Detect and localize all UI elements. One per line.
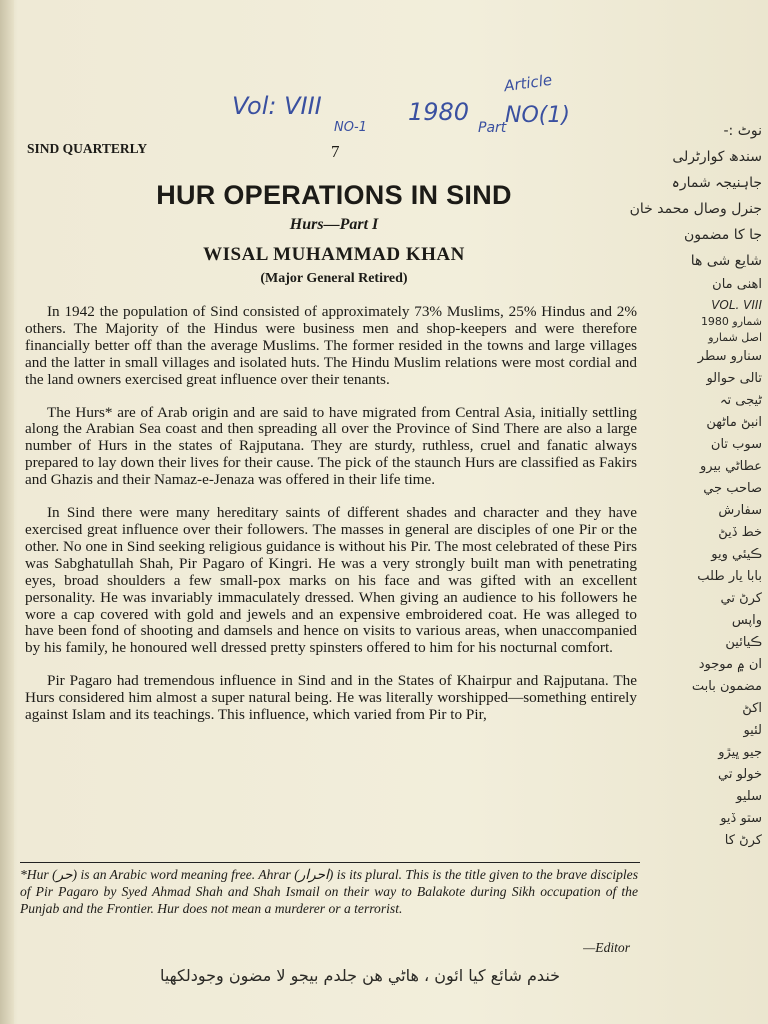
- margin-note-line: سوب تان: [710, 437, 762, 452]
- margin-note-line: بابا یار طلب: [697, 569, 762, 584]
- margin-note-line: خولو تي: [717, 767, 762, 782]
- margin-note-line: VOL. VIII: [711, 298, 762, 312]
- margin-note-line: ڪيئي ويو: [711, 547, 762, 562]
- handwritten-no-small: NO-1: [334, 120, 367, 135]
- handwritten-part: Part: [478, 120, 507, 136]
- margin-note-line: جيو ڀيڙو: [718, 745, 762, 760]
- margin-note-line: سليو: [736, 789, 762, 804]
- margin-note-line: شمارو 1980: [700, 315, 762, 328]
- margin-note-line: ستو ڏيو: [720, 811, 762, 826]
- margin-note-line: اصل شمارو: [708, 331, 762, 344]
- margin-note-line: اھنی مان: [712, 277, 762, 292]
- margin-note-line: لئيو: [743, 723, 762, 738]
- article-body: [25, 304, 637, 740]
- margin-note-line: کرڻ کا: [724, 833, 762, 848]
- margin-note-line: سفارش: [718, 503, 762, 518]
- handwritten-no: NO(1): [505, 103, 570, 128]
- margin-note-line: شایع شی ھا: [690, 253, 762, 269]
- margin-note-line: نوٹ :-: [723, 123, 762, 139]
- paragraph: The Hurs* are of Arab origin and are said to have migrated from Central Asia, initially settling along the Arabian Sea coast and then spreading all over the Province of Sind There are also a large number of Hurs in the states of Rajputana. They are sturdy, ruthless, cruel and fanatic always prepared to lay down their lives for their cause. The pick of the staunch Hurs are classified as Fakirs and Ghazis and their Namaz-e-Jenaza was offered in their life time.: [25, 403, 637, 489]
- page-number: 7: [331, 142, 340, 161]
- article-subtitle: Hurs—Part I: [289, 216, 379, 233]
- footnote-signature: —Editor: [583, 940, 630, 955]
- margin-note-line: جنرل وصال محمد خان: [629, 201, 762, 217]
- author-name: WISAL MUHAMMAD KHAN: [203, 244, 465, 265]
- margin-note-line: انبڻ ماٹھن: [706, 415, 762, 430]
- journal-name: SIND QUARTERLY: [27, 141, 148, 156]
- footnote-divider: [20, 862, 640, 863]
- handwritten-article: Article: [502, 70, 554, 96]
- handwritten-vol: Vol: VIII: [232, 92, 322, 120]
- margin-note-line: صاحب جي: [703, 481, 762, 496]
- handwritten-year: 1980: [408, 98, 470, 126]
- margin-note-line: جا کا مضمون: [684, 227, 762, 243]
- margin-note-line: مضمون بابت: [691, 679, 762, 694]
- margin-note-line: ٹیجی تہ: [719, 393, 762, 408]
- margin-note-line: ڪيائين: [725, 635, 762, 650]
- margin-note-line: کرڻ تي: [720, 591, 762, 606]
- margin-note-line: واپس: [731, 613, 762, 628]
- bottom-handwritten-line: خندم شائع کیا ائون ، ھاڻي ھن جلدم بیجو لا مضون وجودلکھیا: [159, 966, 561, 985]
- margin-note-line: ان ۾ موجود: [698, 657, 762, 672]
- article-title: HUR OPERATIONS IN SIND: [156, 180, 512, 210]
- margin-note-line: اکڻ: [742, 701, 762, 716]
- margin-note-line: سنارو سطر: [697, 349, 762, 364]
- author-note: (Major General Retired): [260, 271, 408, 286]
- footnote-text: *Hur (حر) is an Arabic word meaning free. Ahrar (احرار) is its plural. This is the title given to the brave disciples of Pir Pagaro by Syed Ahmad Shah and Shah Ismail on their way to Balakote during Sikh occupation of the Punjab and the Frontier. Hur does not mean a murderer or a terrorist.: [20, 867, 638, 916]
- margin-note-line: سندھ کوارٹرلی: [672, 149, 762, 165]
- paragraph: Pir Pagaro had tremendous influence in Sind and in the States of Khairpur and Rajputana. The Hurs considered him almost a super natural being. He was literally worshipped—something entirely against Islam and its teachings. This influence, which varied from Pir to Pir,: [25, 672, 637, 724]
- margin-note-line: خط ڏيڻ: [718, 525, 762, 540]
- margin-note-line: تالی حوالو: [706, 371, 762, 386]
- paragraph: In 1942 the population of Sind consisted of approximately 73% Muslims, 25% Hindus and 2% others. The Majority of the Hindus were business men and shop-keepers and were therefore financially better off than the average Muslims. The former resided in the towns and large villages and the latter in small villages and isolated huts. The Hindu Muslim relations were most cordial and the land owners exercised great influence over their tenants.: [25, 303, 637, 388]
- page-edge: [0, 0, 14, 1024]
- margin-note-line: جاہنیجہ شمارہ: [671, 175, 762, 191]
- paragraph: In Sind there were many hereditary saints of different shades and character and they have exercised great influence over their followers. The masses in general are disciples of one Pir or the other. No one in Sind seeking religious guidance is without his Pir. The most celebrated of these Pirs was Sabghatullah Shah, Pir Pagaro of Kingri. He was a very strongly built man with penetrating eyes, broad shoulders a few small-pox marks on his face and was gifted with an excellent personality. He was invariably immaculately dressed. When giving an audience to his followers he wore a cap covered with gold and jewels and an expensive embroidered coat. He was alleged to have been fond of shooting and damsels and hence on visits to various areas, when unaccompanied by his family, he honoured well dressed pretty spinsters offered to him for his nocturnal comfort.: [25, 504, 637, 657]
- margin-notes: [629, 118, 762, 852]
- margin-note-line: عطاڻي بيرو: [700, 459, 762, 474]
